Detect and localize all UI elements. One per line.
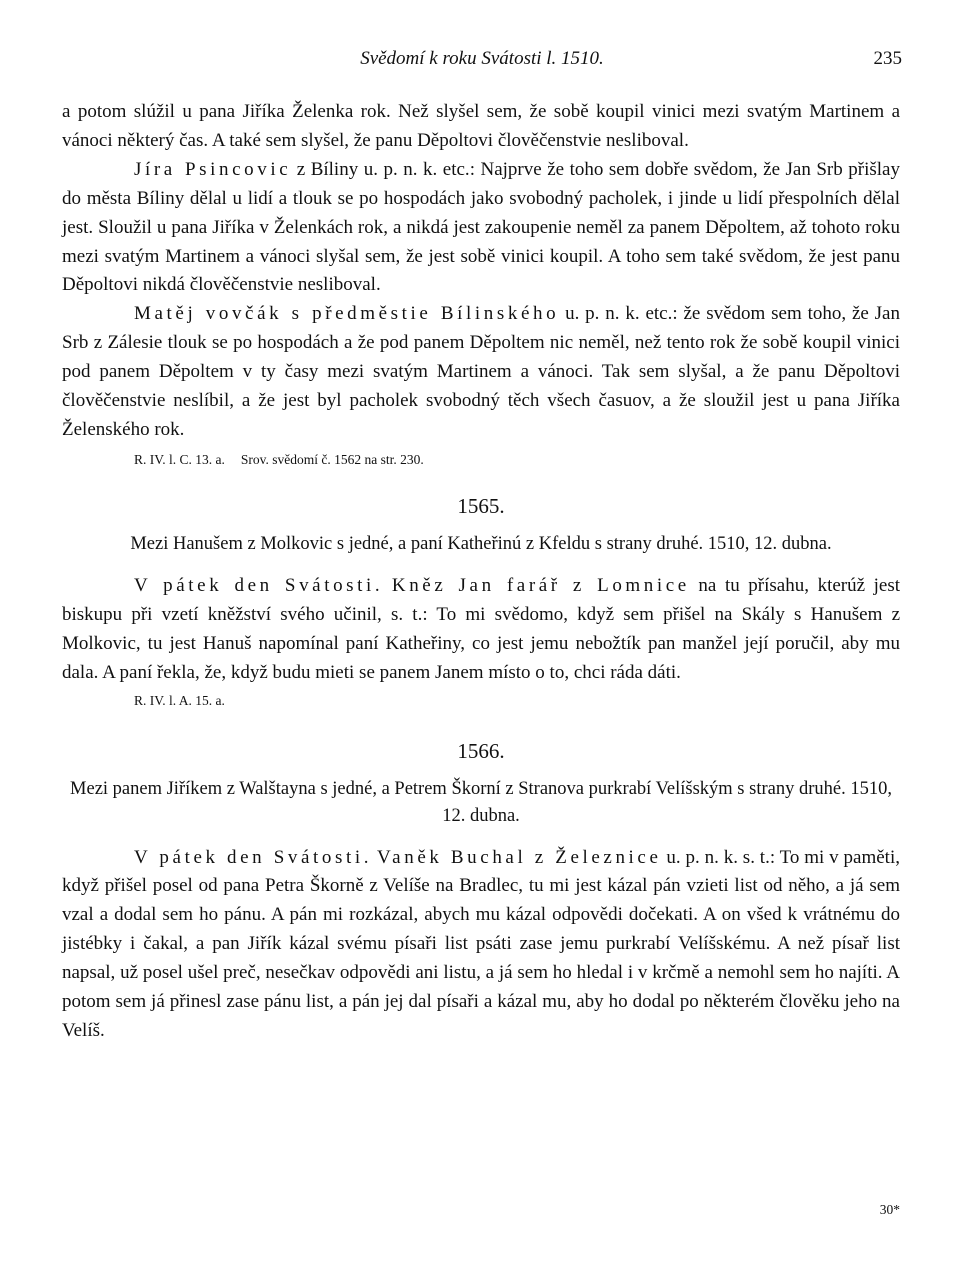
source-reference — [134, 449, 900, 471]
testimony-text: : Najprve že toho sem dobře svědom, že Jan Srb přišlay do města Bíliny dělal u lidí a tlouk se po hospodách jako svobodný pacholek, i jinde u lidí přespolních dělal jest. Sloužil u pana Jiříka v Želenkách rok, a nikdá jest zakoupenie neměl za panem Děpoltem, až tohoto roku mezi svatým Martinem a vánoci slyšal sem, že jest sobě vinici koupil. A toho sem také svědom, že jest panu Děpoltovi nikdá člověčenstvie nesliboval. — [62, 158, 900, 296]
witness-name: Jíra Psincovic — [134, 158, 292, 180]
source-reference: R. IV. l. A. 15. a. — [134, 692, 225, 708]
document-regest: Mezi panem Jiříkem z Walštayna s jedné, a Petrem Škorní z Stranova purkrabí Velíšským s strany druhé. 1510, 12. dubna. — [70, 778, 892, 826]
running-header — [62, 48, 902, 78]
testimony-text: na tu přísahu, kterúž jest biskupu při vzetí kněžství svého učinil, s. t.: To mi svědomo, když sem přišel na Skály s Hanušem z Molkovic, tu jest Hanuš napomínal paní Katheřiny, co jest jemu nebožtík pan manžel její poručil, aby mu dala. A paní řekla, že, když budu mieti se panem Janem místo o to, chci ráda dáti. — [62, 574, 901, 683]
page-number: 235 — [873, 48, 902, 69]
date-phrase: V pátek den Svátosti. — [134, 574, 384, 596]
archive-signature: R. IV. l. C. 13. a. — [134, 451, 225, 467]
witness-name: Kněz Jan farář z Lomnice — [391, 574, 690, 596]
testimony-matej — [62, 300, 900, 445]
testimony-vanek — [62, 844, 900, 1046]
document-number: 1565. — [457, 493, 505, 518]
date-phrase: V pátek den Svátosti. — [134, 846, 373, 868]
witness-origin: z Bíliny u. p. n. k. etc. — [291, 158, 470, 180]
testimony-jan — [62, 572, 900, 688]
page-body — [62, 98, 900, 1046]
document-regest: Mezi Hanušem z Molkovic s jedné, a paní Katheřinú z Kfeldu s strany druhé. 1510, 12. dubna. — [130, 533, 832, 554]
testimony-text: u. p. n. k. s. t.: To mi v paměti, když přišel posel od pana Petra Škorně z Velíše na Bradlec, tu mi jest kázal pán vzieti list od něho, a já sem vzal a dodal sem ho pánu. A pán mi rozkázal, abych mu kázal odpovědi dočekati. A on všed k vrátnému do jistébky i čakal, a pan Jiřík kázal svému písaři list psáti zase jemu purkrabí Velíšskému. A než písař list napsal, už posel ušel preč, nesečkav odpovědi ani listu, a já sem ho hledal i v krčmě a nemohl sem ho najíti. A potom sem já přinesl zase pánu list, a pán jej dal písaři a kázal mu, aby ho dodal po některém člověku jeho na Velíš. — [62, 846, 900, 1041]
running-title: Svědomí k roku Svátosti l. 1510. — [360, 48, 604, 69]
printer-signature: 30* — [879, 1202, 900, 1217]
witness-name: Vaněk Buchal z Železnice — [376, 846, 662, 868]
testimony-text: : že svědom sem toho, že Jan Srb z Zálesie tlouk se po hospodách a že pod panem Děpoltem nic neměl, než tento rok že sobě koupil vinici pod panem Děpoltem v ty časy mezi svatým Martinem a vánoci. Tak sem slyšal, a že panu Děpoltovi člověčenstvie neslíbil, a že jest byl pacholek svobodný těch všech časuov, a že sloužil jest u pana Jiříka Želenského rok. — [62, 303, 900, 440]
cross-reference-note: Srov. svědomí č. 1562 na str. 230. — [240, 451, 424, 467]
document-number: 1566. — [457, 738, 505, 763]
continuation-paragraph: a potom slúžil u pana Jiříka Želenka rok. Než slyšel sem, že sobě koupil vinici mezi svatým Martinem a vánoci některý čas. A také sem slyšel, že panu Děpoltovi člověčenstvie nesliboval. — [62, 101, 900, 151]
testimony-jira — [62, 156, 900, 301]
witness-origin: u. p. n. k. etc. — [559, 303, 673, 325]
witness-name: Matěj vovčák s předměstie Bílinského — [134, 303, 560, 325]
